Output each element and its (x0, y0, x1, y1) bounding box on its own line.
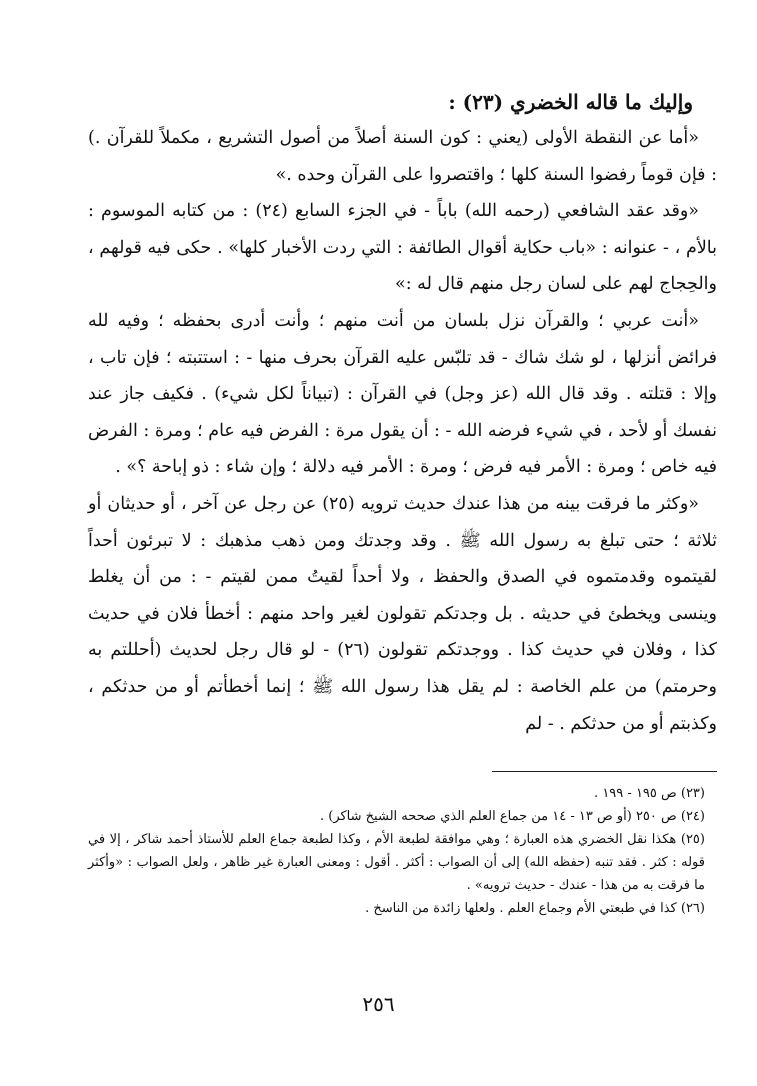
footnotes (88, 782, 717, 920)
main-text (88, 84, 717, 742)
paragraph-1: «أما عن النقطة الأولى (يعني : كون السنة أصلاً من أصول التشريع ، مكملاً للقرآن .) : فإن قوماً رفضوا السنة كلها ؛ واقتصروا على القرآن وحده .» (88, 128, 717, 185)
footnote-divider (492, 771, 717, 772)
page-number: ٢٥٦ (362, 992, 395, 1016)
footnote-26: (٢٦) كذا في طبعتي الأم وجماع العلم . ولعلها زائدة من الناسخ . (365, 901, 705, 916)
footnote-23: (٢٣) ص ١٩٥ - ١٩٩ . (594, 786, 705, 801)
footnote-25: (٢٥) هكذا نقل الخضري هذه العبارة ؛ وهي موافقة لطبعة الأم ، وكذا لطبعة جماع العلم للأستاذ أحمد شاكر ، إلا في قوله : كثر . فقد تنبه (حفظه الله) إلى أن الصواب : أكثر . أقول : ومعنى العبارة غير ظاهر ، ولعل الصواب : «وأكثر ما فرقت به من هذا - عندك - حديث ترويه» . (88, 832, 705, 893)
footnote-24: (٢٤) ص ٢٥٠ (أو ص ١٣ - ١٤ من جماع العلم الذي صححه الشيخ شاكر) . (319, 809, 705, 824)
paragraph-3: «أنت عربي ؛ والقرآن نزل بلسان من أنت منهم ؛ وأنت أدرى بحفظه ؛ وفيه لله فرائض أنزلها ، لو شك شاك - قد تلبّس عليه القرآن بحرف منها - : استتبته ؛ فإن تاب ، وإلا : قتلته . وقد قال الله (عز وجل) في القرآن : (تبياناً لكل شيء) . فكيف جاز عند نفسك أو لأحد ، في شيء فرضه الله - : أن يقول مرة : الفرض فيه عام ؛ ومرة : الفرض فيه خاص ؛ ومرة : الأمر فيه فرض ؛ ومرة : الأمر فيه دلالة ؛ وإن شاء : ذو إباحة ؟» . (88, 310, 718, 478)
section-heading: وإليك ما قاله الخضري (٢٣) : (448, 90, 693, 114)
paragraph-4: «وكثر ما فرقت بينه من هذا عندك حديث ترويه (٢٥) عن رجل عن آخر ، أو حديثان أو ثلاثة ؛ حتى تبلغ به رسول الله ﷺ . وقد وجدتك ومن ذهب مذهبك : لا تبرئون أحداً لقيتموه وقدمتموه في الصدق والحفظ ، ولا أحداً لقيتُ ممن لقيتم - : من أن يغلط وينسى ويخطئ في حديثه . بل وجدتكم تقولون لغير واحد منهم : أخطأ فلان في حديث كذا ، وفلان في حديث كذا . ووجدتكم تقولون (٢٦) - لو قال رجل لحديث (أحللتم به وحرمتم) من علم الخاصة : لم يقل هذا رسول الله ﷺ ؛ إنما أخطأتم أو من حدثكم ، وكذبتم أو من حدثكم . - لم (88, 493, 717, 734)
paragraph-2: «وقد عقد الشافعي (رحمه الله) باباً - في الجزء السابع (٢٤) : من كتابه الموسوم : بالأم ، - عنوانه : «باب حكاية أقوال الطائفة : التي ردت الأخبار كلها» . حكى فيه قولهم ، والحِجاج لهم على لسان رجل منهم قال له :» (88, 201, 717, 295)
